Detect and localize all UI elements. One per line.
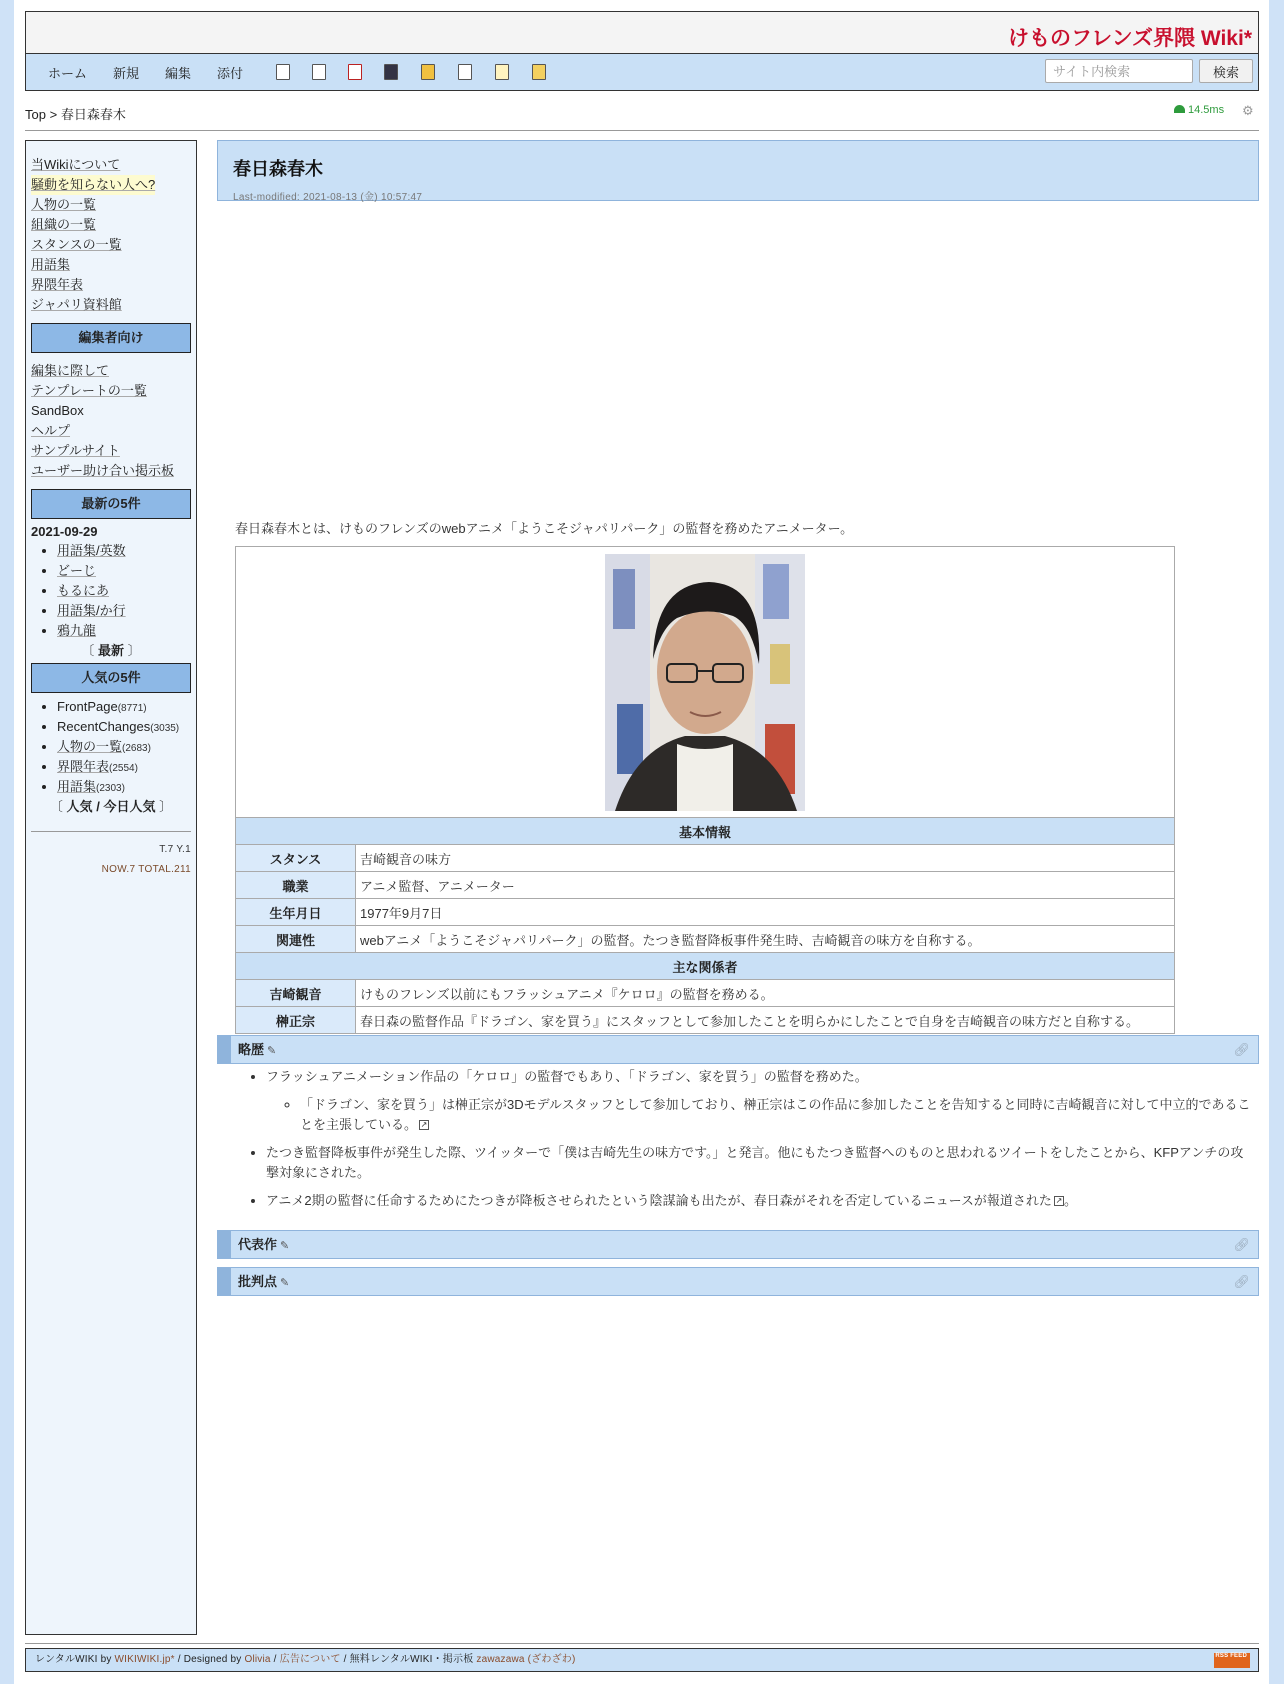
external-link-icon[interactable]: ↗ [1055, 1196, 1063, 1205]
sidebar-link-archive[interactable]: ジャパリ資料館 [31, 297, 122, 312]
list-item [57, 581, 191, 601]
counter-total: NOW.7 TOTAL.211 [101, 864, 191, 875]
divider [31, 831, 191, 832]
list-item [57, 777, 191, 797]
section-title: 略歴 [238, 1042, 265, 1057]
popular-link[interactable]: 用語集 [57, 779, 97, 794]
help-icon[interactable] [532, 64, 546, 80]
perf-indicator [1174, 104, 1224, 116]
list-item [57, 757, 191, 777]
pencil-icon[interactable]: ✎ [280, 1240, 290, 1252]
section-works [217, 1230, 1259, 1259]
perf-time: 14.5ms [1188, 104, 1225, 116]
popular-heading: 人気の5件 [31, 663, 191, 693]
site-footer [25, 1648, 1259, 1672]
title-box [217, 140, 1259, 201]
divider [25, 130, 1259, 131]
basic-info-heading: 基本情報 [236, 818, 1175, 845]
footer-free: 無料レンタルWIKI・掲示板 [349, 1654, 474, 1665]
recent-date: 2021-09-29 [31, 524, 98, 539]
anchor-link-icon[interactable]: 🔗︎ [1233, 1274, 1250, 1289]
list-item [57, 561, 191, 581]
row-label: スタンス [236, 845, 356, 872]
rss-feed-icon[interactable]: RSS FEED [1214, 1653, 1250, 1668]
nav-edit[interactable]: 編集 [165, 66, 192, 81]
list-item [57, 601, 191, 621]
list-item [57, 541, 191, 561]
sidebar-link-orgs[interactable]: 組織の一覧 [31, 217, 97, 232]
recent-heading: 最新の5件 [31, 489, 191, 519]
search-input[interactable] [1045, 59, 1193, 83]
list-item [266, 1067, 1252, 1135]
section-title: 批判点 [238, 1274, 278, 1289]
gear-icon[interactable]: ⚙ [1242, 103, 1254, 118]
footer-sep: / [343, 1654, 347, 1665]
last-modified: Last-modified: 2021-08-13 (金) 10:57:47 [233, 192, 423, 203]
popular-list [31, 697, 191, 797]
sidebar-link-people[interactable]: 人物の一覧 [31, 197, 97, 212]
bracket-close: 〕 [127, 643, 141, 658]
recent-more [31, 641, 191, 661]
row-label: 職業 [236, 872, 356, 899]
popular-link[interactable]: RecentChanges [57, 719, 151, 734]
footer-sep: / [273, 1654, 277, 1665]
save-icon[interactable] [384, 64, 398, 80]
related-heading: 主な関係者 [236, 953, 1175, 980]
history-text: 「ドラゴン、家を買う」は榊正宗が3Dモデルスタッフとして参加しており、榊正宗はこの作品に参加したことを告知すると同時に吉崎観音に対して中立的であることを主張している。 [300, 1097, 1251, 1132]
nav-new[interactable]: 新規 [113, 66, 140, 81]
row-value: webアニメ「ようこそジャパリパーク」の監督。たつき監督降板事件発生時、吉崎観音の味方を自称する。 [356, 926, 1175, 953]
table-row [236, 845, 1175, 872]
today-popular-link[interactable]: 今日人気 [103, 799, 156, 814]
search-button[interactable]: 検索 [1199, 59, 1253, 83]
gauge-icon [1174, 105, 1185, 113]
delete-icon[interactable] [348, 64, 362, 80]
popular-count: (3035) [150, 723, 180, 734]
section-history [217, 1035, 1259, 1064]
history-text: アニメ2期の監督に任命するためにたつきが降板させられたという陰謀論も出たが、春日森がそれを否定しているニュースが報道された [266, 1193, 1052, 1208]
site-title-link[interactable]: けものフレンズ界隈 Wiki* [1008, 27, 1252, 50]
breadcrumb-current: 春日森春木 [60, 107, 126, 122]
list-item [300, 1095, 1252, 1135]
counter-today: T.7 Y.1 [159, 844, 191, 855]
list-item [266, 1191, 1252, 1211]
breadcrumb-top-link[interactable]: Top [25, 107, 46, 122]
sidebar-link-templates[interactable]: テンプレートの一覧 [31, 383, 147, 398]
footer-sep: / [177, 1654, 181, 1665]
bracket-sep: / [96, 799, 100, 814]
row-label: 関連性 [236, 926, 356, 953]
photo-cell [236, 547, 1175, 818]
portrait-photo [605, 554, 805, 811]
row-label: 榊正宗 [236, 1007, 356, 1034]
anchor-link-icon[interactable]: 🔗︎ [1233, 1042, 1250, 1057]
recent-link[interactable]: どーじ [57, 563, 97, 578]
table-row [236, 980, 1175, 1007]
list-item [57, 717, 191, 737]
sidebar-link-newcomers[interactable]: 騒動を知らない人へ? [31, 175, 155, 195]
row-value: アニメ監督、アニメーター [356, 872, 1175, 899]
sidebar-link-sandbox[interactable]: SandBox [31, 403, 84, 418]
list-item [57, 737, 191, 757]
footer-wikiwiki-link[interactable]: WIKIWIKI.jp* [114, 1654, 175, 1665]
popular-count: (2554) [109, 763, 138, 774]
breadcrumb [25, 104, 126, 123]
bracket-close: 〕 [159, 799, 173, 814]
list-item [57, 621, 191, 641]
section-criticism [217, 1267, 1259, 1296]
nav-attach[interactable]: 添付 [217, 66, 244, 81]
row-value: 1977年9月7日 [356, 899, 1175, 926]
bracket-open: 〔 [81, 643, 95, 658]
editors-heading: 編集者向け [31, 323, 191, 353]
sidebar-link-glossary[interactable]: 用語集 [31, 257, 71, 272]
popular-link[interactable]: 界隈年表 [57, 759, 110, 774]
main-content [217, 140, 1259, 1289]
sidebar-link-about[interactable]: 当Wikiについて [31, 157, 121, 172]
popular-count: (8771) [117, 703, 147, 714]
history-text: たつき監督降板事件が発生した際、ツイッターで「僕は吉崎先生の味方です。」と発言。他にもたつき監督へのものと思われるツイートをしたことから、KFPアンチの攻撃対象にされた。 [266, 1145, 1244, 1180]
list-item [57, 697, 191, 717]
row-value: 吉崎観音の味方 [356, 845, 1175, 872]
footer-designed: Designed by [183, 1654, 242, 1665]
table-row [236, 1007, 1175, 1034]
recent-link[interactable]: 用語集/英数 [57, 543, 126, 558]
breadcrumb-separator: > [49, 107, 58, 122]
popular-link[interactable]: 人物の一覧 [57, 739, 123, 754]
lock-icon[interactable] [421, 64, 435, 80]
recent-link[interactable]: 用語集/か行 [57, 603, 126, 618]
intro-text: 春日森春木とは、けものフレンズのwebアニメ「ようこそジャパリパーク」の監督を務めたアニメーター。 [235, 521, 854, 536]
popular-link[interactable]: FrontPage [57, 699, 118, 714]
history-text-end: 。 [1063, 1193, 1077, 1208]
footer-zawazawa-link[interactable]: zawazawa (ざわざわ) [476, 1654, 576, 1665]
popular-more [31, 797, 191, 817]
title-bar [26, 12, 1258, 54]
anchor-link-icon[interactable]: 🔗︎ [1233, 1237, 1250, 1252]
table-row [236, 926, 1175, 953]
divider [25, 1643, 1259, 1644]
recent-link[interactable]: もるにあ [57, 583, 110, 598]
page-title: 春日森春木 [233, 159, 323, 179]
external-link-icon[interactable]: ↗ [420, 1120, 428, 1129]
recent-list [31, 541, 191, 641]
table-row [236, 872, 1175, 899]
nav-home[interactable]: ホーム [48, 66, 88, 81]
page [14, 0, 1269, 1684]
recent-link[interactable]: 鴉九龍 [57, 623, 97, 638]
bracket-open: 〔 [49, 799, 63, 814]
nav-bar [26, 54, 1258, 90]
list-icon[interactable] [276, 64, 290, 80]
history-list [252, 1067, 1252, 1219]
popular-more-link[interactable]: 人気 [66, 799, 93, 814]
footer-rental: レンタルWIKI by [35, 1654, 112, 1665]
row-label: 生年月日 [236, 899, 356, 926]
sidebar-link-help[interactable]: ヘルプ [31, 423, 71, 438]
sidebar-link-timeline[interactable]: 界隈年表 [31, 277, 84, 292]
popular-count: (2303) [96, 783, 125, 794]
section-title: 代表作 [238, 1237, 278, 1252]
site-header [25, 11, 1259, 91]
list-item [266, 1143, 1252, 1183]
sidebar-link-editing[interactable]: 編集に際して [31, 363, 110, 378]
pencil-icon[interactable]: ✎ [280, 1277, 290, 1289]
sidebar [25, 140, 197, 1635]
footer-olivia-link[interactable]: Olivia [244, 1654, 271, 1665]
recent-more-link[interactable]: 最新 [97, 643, 124, 658]
row-value: けものフレンズ以前にもフラッシュアニメ『ケロロ』の監督を務める。 [356, 980, 1175, 1007]
sidebar-link-sample[interactable]: サンプルサイト [31, 443, 120, 458]
history-text: フラッシュアニメーション作品の「ケロロ」の監督でもあり、「ドラゴン、家を買う」の監督を務めた。 [266, 1069, 868, 1084]
info-table [235, 546, 1175, 1034]
row-label: 吉崎観音 [236, 980, 356, 1007]
table-row [236, 899, 1175, 926]
sidebar-link-forum[interactable]: ユーザー助け合い掲示板 [31, 463, 175, 478]
search-doc-icon[interactable] [312, 64, 326, 80]
footer-ads-link[interactable]: 広告について [279, 1654, 341, 1665]
pencil-icon[interactable]: ✎ [267, 1045, 277, 1057]
sidebar-link-stances[interactable]: スタンスの一覧 [31, 237, 122, 252]
popular-count: (2683) [122, 743, 151, 754]
copy-icon[interactable] [458, 64, 472, 80]
new-page-icon[interactable] [495, 64, 509, 80]
row-value: 春日森の監督作品『ドラゴン、家を買う』にスタッフとして参加したことを明らかにしたことで自身を吉崎観音の味方だと自称する。 [356, 1007, 1175, 1034]
